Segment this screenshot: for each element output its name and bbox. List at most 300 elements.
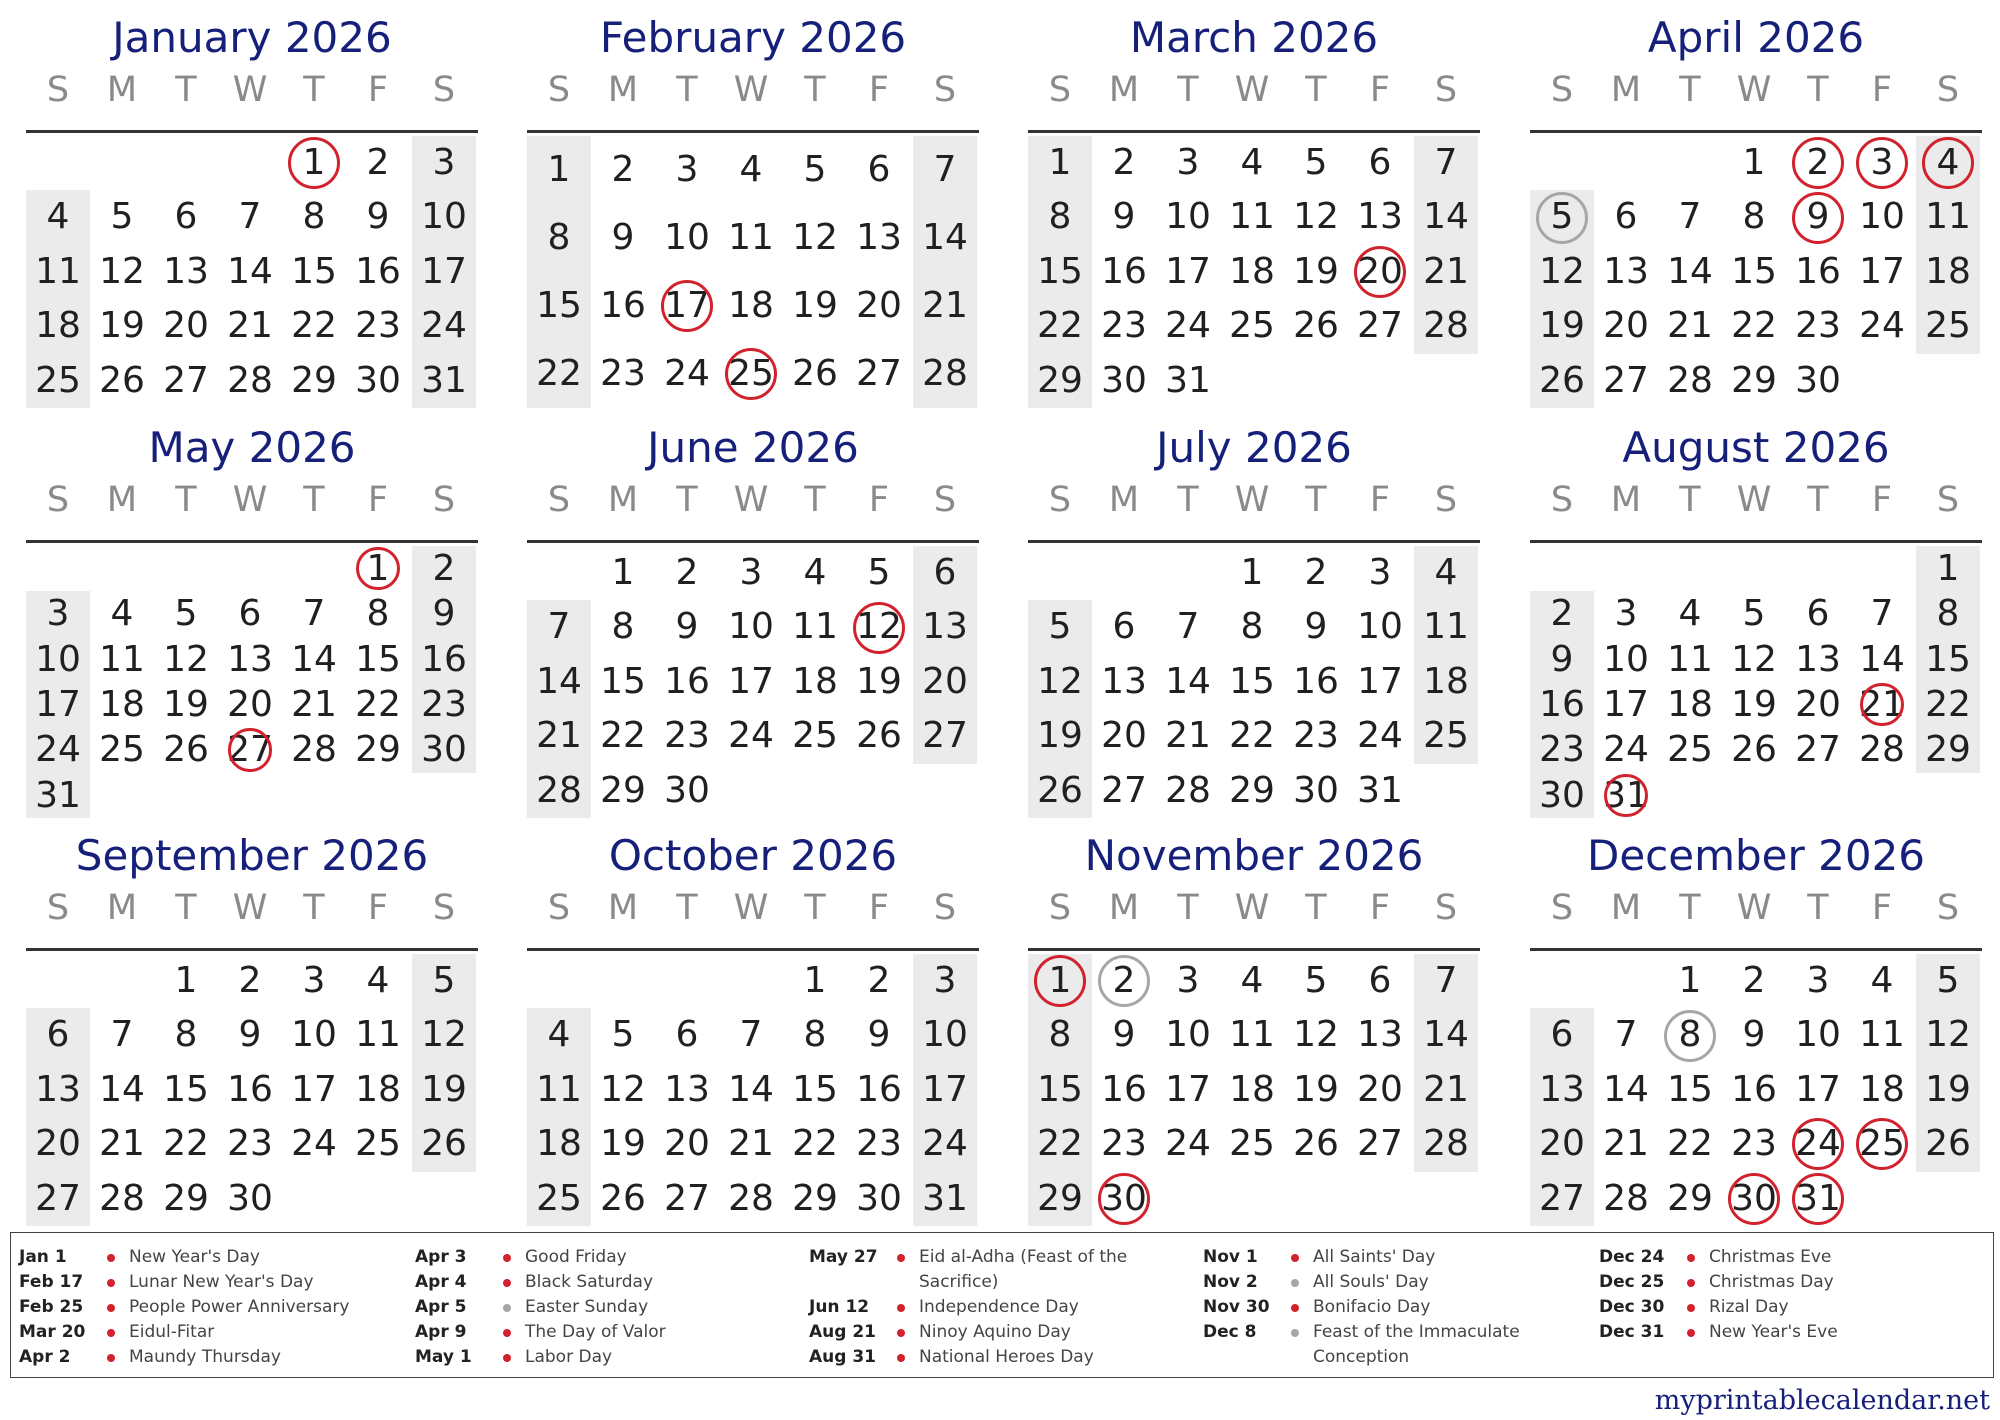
day-cell[interactable]: 20 [1539,1123,1585,1165]
day-cell[interactable]: 11 [1229,1014,1275,1056]
day-cell[interactable]: 8 [1048,1014,1072,1056]
day-cell[interactable]: 1 [174,960,198,1001]
day-cell[interactable]: 11 [1925,196,1971,238]
day-cell[interactable]: 15 [291,250,337,292]
day-cell[interactable]: 4 [803,552,827,593]
day-cell[interactable]: 31 [421,359,467,401]
day-cell[interactable]: 21 [291,684,337,725]
day-cell[interactable]: 19 [1539,305,1585,347]
day-cell[interactable]: 6 [46,1014,70,1056]
day-cell[interactable]: 24 [421,305,467,347]
day-cell[interactable]: 1 [1048,960,1072,1001]
day-cell[interactable]: 18 [728,285,774,326]
day-cell[interactable]: 9 [1112,196,1136,238]
day-cell[interactable]: 23 [1293,715,1339,757]
day-cell[interactable]: 4 [739,149,763,190]
day-cell[interactable]: 26 [856,715,902,757]
day-cell[interactable]: 13 [1539,1068,1585,1110]
day-cell[interactable]: 3 [675,149,699,190]
day-cell[interactable]: 3 [933,960,957,1001]
day-cell[interactable]: 28 [291,729,337,771]
day-cell[interactable]: 10 [291,1014,337,1056]
day-cell[interactable]: 28 [227,359,273,401]
day-cell[interactable]: 20 [227,684,273,725]
day-cell[interactable]: 21 [1859,684,1905,725]
day-cell[interactable]: 4 [547,1014,571,1056]
day-cell[interactable]: 2 [366,142,390,183]
day-cell[interactable]: 25 [1859,1123,1905,1165]
day-cell[interactable]: 19 [1925,1068,1971,1110]
day-cell[interactable]: 28 [728,1177,774,1219]
day-cell[interactable]: 25 [728,353,774,394]
day-cell[interactable]: 22 [163,1123,209,1165]
day-cell[interactable]: 26 [600,1177,646,1219]
day-cell[interactable]: 16 [355,250,401,292]
day-cell[interactable]: 11 [536,1068,582,1110]
day-cell[interactable]: 11 [728,217,774,258]
day-cell[interactable]: 6 [867,149,891,190]
day-cell[interactable]: 31 [1165,359,1211,401]
day-cell[interactable]: 24 [1603,729,1649,771]
day-cell[interactable]: 26 [1293,305,1339,347]
day-cell[interactable]: 25 [1423,715,1469,757]
day-cell[interactable]: 7 [739,1014,763,1056]
day-cell[interactable]: 22 [1925,684,1971,725]
day-cell[interactable]: 13 [856,217,902,258]
day-cell[interactable]: 29 [355,729,401,771]
day-cell[interactable]: 13 [35,1068,81,1110]
day-cell[interactable]: 24 [1357,715,1403,757]
day-cell[interactable]: 9 [1112,1014,1136,1056]
day-cell[interactable]: 15 [1037,250,1083,292]
day-cell[interactable]: 14 [227,250,273,292]
day-cell[interactable]: 11 [792,606,838,648]
day-cell[interactable]: 12 [163,638,209,680]
day-cell[interactable]: 4 [366,960,390,1001]
day-cell[interactable]: 9 [238,1014,262,1056]
day-cell[interactable]: 7 [1614,1014,1638,1056]
day-cell[interactable]: 15 [355,638,401,680]
day-cell[interactable]: 16 [1101,1068,1147,1110]
day-cell[interactable]: 21 [227,305,273,347]
day-cell[interactable]: 30 [664,769,710,811]
day-cell[interactable]: 17 [291,1068,337,1110]
day-cell[interactable]: 19 [792,285,838,326]
day-cell[interactable]: 18 [1925,250,1971,292]
day-cell[interactable]: 8 [302,196,326,238]
day-cell[interactable]: 4 [1240,960,1264,1001]
day-cell[interactable]: 3 [1368,552,1392,593]
day-cell[interactable]: 18 [536,1123,582,1165]
day-cell[interactable]: 23 [1731,1123,1777,1165]
day-cell[interactable]: 28 [1603,1177,1649,1219]
day-cell[interactable]: 5 [803,149,827,190]
day-cell[interactable]: 8 [1240,606,1264,648]
day-cell[interactable]: 5 [611,1014,635,1056]
day-cell[interactable]: 16 [1101,250,1147,292]
day-cell[interactable]: 5 [1550,196,1574,238]
day-cell[interactable]: 24 [728,715,774,757]
day-cell[interactable]: 10 [1165,196,1211,238]
day-cell[interactable]: 24 [1859,305,1905,347]
day-cell[interactable]: 8 [547,217,571,258]
day-cell[interactable]: 28 [922,353,968,394]
day-cell[interactable]: 27 [1539,1177,1585,1219]
day-cell[interactable]: 18 [1859,1068,1905,1110]
day-cell[interactable]: 6 [1368,142,1392,183]
day-cell[interactable]: 24 [291,1123,337,1165]
day-cell[interactable]: 26 [1293,1123,1339,1165]
day-cell[interactable]: 17 [1165,1068,1211,1110]
day-cell[interactable]: 2 [432,548,456,589]
day-cell[interactable]: 1 [302,142,326,183]
day-cell[interactable]: 7 [547,606,571,648]
day-cell[interactable]: 17 [35,684,81,725]
day-cell[interactable]: 17 [1859,250,1905,292]
day-cell[interactable]: 25 [1229,305,1275,347]
day-cell[interactable]: 24 [1795,1123,1841,1165]
day-cell[interactable]: 2 [1742,960,1766,1001]
day-cell[interactable]: 5 [1048,606,1072,648]
day-cell[interactable]: 10 [421,196,467,238]
day-cell[interactable]: 23 [1101,305,1147,347]
day-cell[interactable]: 3 [1806,960,1830,1001]
day-cell[interactable]: 7 [1176,606,1200,648]
day-cell[interactable]: 27 [1603,359,1649,401]
day-cell[interactable]: 27 [922,715,968,757]
day-cell[interactable]: 29 [1925,729,1971,771]
day-cell[interactable]: 27 [664,1177,710,1219]
day-cell[interactable]: 6 [1806,593,1830,635]
day-cell[interactable]: 30 [1293,769,1339,811]
day-cell[interactable]: 14 [1859,638,1905,680]
day-cell[interactable]: 30 [1101,1177,1147,1219]
day-cell[interactable]: 26 [1731,729,1777,771]
day-cell[interactable]: 31 [1795,1177,1841,1219]
day-cell[interactable]: 1 [547,149,571,190]
day-cell[interactable]: 3 [1176,142,1200,183]
day-cell[interactable]: 30 [1101,359,1147,401]
day-cell[interactable]: 15 [600,660,646,702]
day-cell[interactable]: 19 [600,1123,646,1165]
day-cell[interactable]: 13 [1101,660,1147,702]
day-cell[interactable]: 12 [1731,638,1777,680]
day-cell[interactable]: 16 [227,1068,273,1110]
day-cell[interactable]: 4 [1240,142,1264,183]
website-credit[interactable]: myprintablecalendar.net [1654,1385,1990,1416]
day-cell[interactable]: 7 [1434,142,1458,183]
day-cell[interactable]: 30 [355,359,401,401]
day-cell[interactable]: 17 [1603,684,1649,725]
day-cell[interactable]: 30 [1731,1177,1777,1219]
day-cell[interactable]: 8 [174,1014,198,1056]
day-cell[interactable]: 26 [99,359,145,401]
day-cell[interactable]: 27 [1357,1123,1403,1165]
day-cell[interactable]: 16 [1293,660,1339,702]
day-cell[interactable]: 15 [536,285,582,326]
day-cell[interactable]: 10 [1603,638,1649,680]
day-cell[interactable]: 31 [1357,769,1403,811]
day-cell[interactable]: 6 [1550,1014,1574,1056]
day-cell[interactable]: 14 [291,638,337,680]
day-cell[interactable]: 26 [1539,359,1585,401]
day-cell[interactable]: 10 [1357,606,1403,648]
day-cell[interactable]: 28 [1423,305,1469,347]
day-cell[interactable]: 27 [856,353,902,394]
day-cell[interactable]: 4 [1870,960,1894,1001]
day-cell[interactable]: 24 [1165,305,1211,347]
day-cell[interactable]: 11 [1423,606,1469,648]
day-cell[interactable]: 21 [1165,715,1211,757]
day-cell[interactable]: 5 [1304,142,1328,183]
day-cell[interactable]: 16 [1539,684,1585,725]
day-cell[interactable]: 9 [1806,196,1830,238]
day-cell[interactable]: 15 [1037,1068,1083,1110]
day-cell[interactable]: 19 [1293,250,1339,292]
day-cell[interactable]: 18 [792,660,838,702]
day-cell[interactable]: 19 [99,305,145,347]
day-cell[interactable]: 25 [355,1123,401,1165]
day-cell[interactable]: 28 [99,1177,145,1219]
day-cell[interactable]: 23 [600,353,646,394]
day-cell[interactable]: 21 [1603,1123,1649,1165]
day-cell[interactable]: 30 [856,1177,902,1219]
day-cell[interactable]: 1 [1240,552,1264,593]
day-cell[interactable]: 23 [856,1123,902,1165]
day-cell[interactable]: 13 [1357,1014,1403,1056]
day-cell[interactable]: 30 [1539,774,1585,816]
day-cell[interactable]: 12 [856,606,902,648]
day-cell[interactable]: 10 [728,606,774,648]
day-cell[interactable]: 25 [536,1177,582,1219]
day-cell[interactable]: 8 [366,593,390,635]
day-cell[interactable]: 21 [99,1123,145,1165]
day-cell[interactable]: 22 [1037,1123,1083,1165]
day-cell[interactable]: 3 [1614,593,1638,635]
day-cell[interactable]: 25 [99,729,145,771]
day-cell[interactable]: 21 [728,1123,774,1165]
day-cell[interactable]: 22 [1667,1123,1713,1165]
day-cell[interactable]: 2 [1304,552,1328,593]
day-cell[interactable]: 13 [922,606,968,648]
day-cell[interactable]: 21 [1667,305,1713,347]
day-cell[interactable]: 18 [1667,684,1713,725]
day-cell[interactable]: 6 [1112,606,1136,648]
day-cell[interactable]: 28 [1165,769,1211,811]
day-cell[interactable]: 28 [1423,1123,1469,1165]
day-cell[interactable]: 20 [1357,1068,1403,1110]
day-cell[interactable]: 8 [1678,1014,1702,1056]
day-cell[interactable]: 5 [1936,960,1960,1001]
day-cell[interactable]: 11 [355,1014,401,1056]
day-cell[interactable]: 30 [227,1177,273,1219]
day-cell[interactable]: 20 [163,305,209,347]
day-cell[interactable]: 2 [1112,960,1136,1001]
day-cell[interactable]: 19 [1037,715,1083,757]
day-cell[interactable]: 1 [366,548,390,589]
day-cell[interactable]: 6 [1368,960,1392,1001]
day-cell[interactable]: 23 [1539,729,1585,771]
day-cell[interactable]: 11 [35,250,81,292]
day-cell[interactable]: 24 [35,729,81,771]
day-cell[interactable]: 2 [867,960,891,1001]
day-cell[interactable]: 29 [1037,359,1083,401]
day-cell[interactable]: 27 [1795,729,1841,771]
day-cell[interactable]: 18 [1229,250,1275,292]
day-cell[interactable]: 13 [163,250,209,292]
day-cell[interactable]: 18 [99,684,145,725]
day-cell[interactable]: 14 [99,1068,145,1110]
day-cell[interactable]: 26 [421,1123,467,1165]
day-cell[interactable]: 4 [110,593,134,635]
day-cell[interactable]: 22 [355,684,401,725]
day-cell[interactable]: 13 [227,638,273,680]
day-cell[interactable]: 22 [1731,305,1777,347]
day-cell[interactable]: 3 [432,142,456,183]
day-cell[interactable]: 15 [1229,660,1275,702]
day-cell[interactable]: 28 [536,769,582,811]
day-cell[interactable]: 4 [1936,142,1960,183]
day-cell[interactable]: 26 [1925,1123,1971,1165]
day-cell[interactable]: 16 [600,285,646,326]
day-cell[interactable]: 9 [432,593,456,635]
day-cell[interactable]: 25 [35,359,81,401]
day-cell[interactable]: 19 [421,1068,467,1110]
day-cell[interactable]: 22 [1229,715,1275,757]
day-cell[interactable]: 10 [1165,1014,1211,1056]
day-cell[interactable]: 12 [600,1068,646,1110]
day-cell[interactable]: 14 [1423,1014,1469,1056]
day-cell[interactable]: 26 [1037,769,1083,811]
day-cell[interactable]: 7 [1678,196,1702,238]
day-cell[interactable]: 14 [1423,196,1469,238]
day-cell[interactable]: 15 [1925,638,1971,680]
day-cell[interactable]: 22 [536,353,582,394]
day-cell[interactable]: 23 [421,684,467,725]
day-cell[interactable]: 9 [675,606,699,648]
day-cell[interactable]: 12 [1037,660,1083,702]
day-cell[interactable]: 12 [792,217,838,258]
day-cell[interactable]: 28 [1859,729,1905,771]
day-cell[interactable]: 7 [1434,960,1458,1001]
day-cell[interactable]: 17 [1357,660,1403,702]
day-cell[interactable]: 9 [867,1014,891,1056]
day-cell[interactable]: 10 [922,1014,968,1056]
day-cell[interactable]: 2 [1806,142,1830,183]
day-cell[interactable]: 9 [1742,1014,1766,1056]
day-cell[interactable]: 27 [35,1177,81,1219]
day-cell[interactable]: 18 [1229,1068,1275,1110]
day-cell[interactable]: 17 [1165,250,1211,292]
day-cell[interactable]: 3 [46,593,70,635]
day-cell[interactable]: 6 [933,552,957,593]
day-cell[interactable]: 3 [1870,142,1894,183]
day-cell[interactable]: 8 [803,1014,827,1056]
day-cell[interactable]: 3 [1176,960,1200,1001]
day-cell[interactable]: 15 [1731,250,1777,292]
day-cell[interactable]: 31 [922,1177,968,1219]
day-cell[interactable]: 1 [803,960,827,1001]
day-cell[interactable]: 2 [1112,142,1136,183]
day-cell[interactable]: 21 [1423,250,1469,292]
day-cell[interactable]: 18 [1423,660,1469,702]
day-cell[interactable]: 6 [238,593,262,635]
day-cell[interactable]: 16 [664,660,710,702]
day-cell[interactable]: 29 [1667,1177,1713,1219]
day-cell[interactable]: 25 [1667,729,1713,771]
day-cell[interactable]: 25 [1925,305,1971,347]
day-cell[interactable]: 20 [35,1123,81,1165]
day-cell[interactable]: 25 [792,715,838,757]
day-cell[interactable]: 12 [1293,1014,1339,1056]
day-cell[interactable]: 2 [1550,593,1574,635]
day-cell[interactable]: 29 [792,1177,838,1219]
day-cell[interactable]: 2 [675,552,699,593]
day-cell[interactable]: 27 [227,729,273,771]
day-cell[interactable]: 6 [1614,196,1638,238]
day-cell[interactable]: 11 [99,638,145,680]
day-cell[interactable]: 14 [922,217,968,258]
day-cell[interactable]: 26 [792,353,838,394]
day-cell[interactable]: 8 [1742,196,1766,238]
day-cell[interactable]: 20 [1795,684,1841,725]
day-cell[interactable]: 14 [1603,1068,1649,1110]
day-cell[interactable]: 17 [728,660,774,702]
day-cell[interactable]: 11 [1229,196,1275,238]
day-cell[interactable]: 23 [355,305,401,347]
day-cell[interactable]: 13 [1603,250,1649,292]
day-cell[interactable]: 17 [421,250,467,292]
day-cell[interactable]: 5 [867,552,891,593]
day-cell[interactable]: 20 [664,1123,710,1165]
day-cell[interactable]: 24 [922,1123,968,1165]
day-cell[interactable]: 2 [611,149,635,190]
day-cell[interactable]: 12 [421,1014,467,1056]
day-cell[interactable]: 12 [1539,250,1585,292]
day-cell[interactable]: 10 [664,217,710,258]
day-cell[interactable]: 22 [291,305,337,347]
day-cell[interactable]: 1 [1678,960,1702,1001]
day-cell[interactable]: 12 [99,250,145,292]
day-cell[interactable]: 16 [421,638,467,680]
day-cell[interactable]: 1 [611,552,635,593]
day-cell[interactable]: 23 [664,715,710,757]
day-cell[interactable]: 13 [1357,196,1403,238]
day-cell[interactable]: 29 [1229,769,1275,811]
day-cell[interactable]: 4 [46,196,70,238]
day-cell[interactable]: 30 [1795,359,1841,401]
day-cell[interactable]: 10 [1859,196,1905,238]
day-cell[interactable]: 19 [856,660,902,702]
day-cell[interactable]: 12 [1293,196,1339,238]
day-cell[interactable]: 2 [238,960,262,1001]
day-cell[interactable]: 21 [1423,1068,1469,1110]
day-cell[interactable]: 12 [1925,1014,1971,1056]
day-cell[interactable]: 17 [1795,1068,1841,1110]
day-cell[interactable]: 19 [1293,1068,1339,1110]
day-cell[interactable]: 19 [163,684,209,725]
day-cell[interactable]: 20 [922,660,968,702]
day-cell[interactable]: 31 [1603,774,1649,816]
day-cell[interactable]: 30 [421,729,467,771]
day-cell[interactable]: 24 [1165,1123,1211,1165]
day-cell[interactable]: 17 [922,1068,968,1110]
day-cell[interactable]: 29 [1731,359,1777,401]
day-cell[interactable]: 4 [1434,552,1458,593]
day-cell[interactable]: 14 [728,1068,774,1110]
day-cell[interactable]: 5 [174,593,198,635]
day-cell[interactable]: 6 [675,1014,699,1056]
